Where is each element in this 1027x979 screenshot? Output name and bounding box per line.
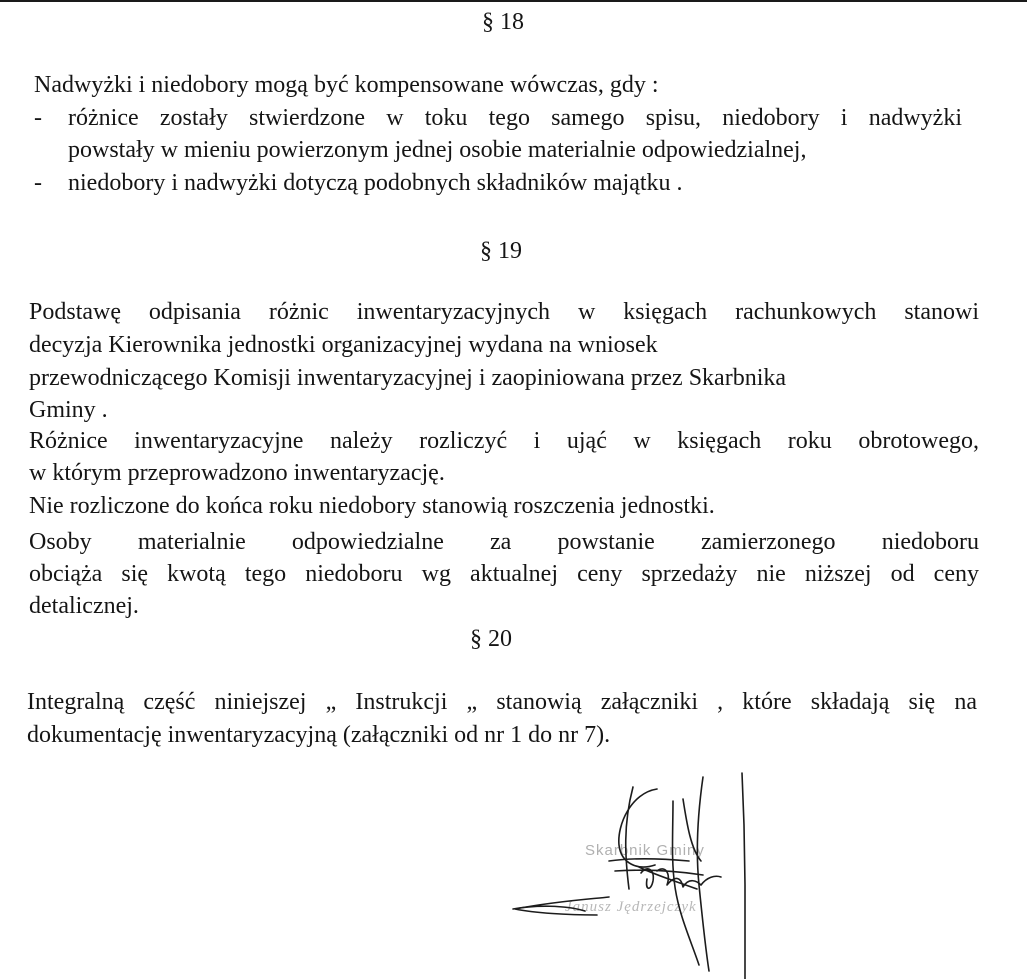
section-20-heading: § 20 [470,626,512,652]
section-18-item-2: niedobory i nadwyżki dotyczą podobnych składników majątku . [68,170,683,196]
section-19-line-7: Nie rozliczone do końca roku niedobory stanowią roszczenia jednostki. [29,493,715,519]
section-18-intro: Nadwyżki i niedobory mogą być kompensowane wówczas, gdy : [34,72,659,98]
bullet-dash: - [34,170,42,196]
top-edge-rule [0,0,1027,2]
handwritten-signature [513,773,745,979]
section-19-line-8: Osoby materialnie odpowiedzialne za powstanie zamierzonego niedoboru [29,529,979,555]
section-19-line-4: Gminy . [29,397,108,423]
section-20-line-1: Integralną część niniejszej „ Instrukcji „ stanowią załączniki , które składają się na [27,689,977,715]
section-19-line-6: w którym przeprowadzono inwentaryzację. [29,460,445,486]
stamp-text-line-1: Skarbnik Gminy [585,842,705,859]
section-19-line-2: decyzja Kierownika jednostki organizacyjnej wydana na wniosek [29,332,658,358]
signature-image [505,765,785,979]
bullet-dash: - [34,105,42,131]
section-18-heading: § 18 [482,9,524,35]
section-19-heading: § 19 [480,238,522,264]
section-19-line-10: detalicznej. [29,593,139,619]
section-19-line-3: przewodniczącego Komisji inwentaryzacyjnej i zaopiniowana przez Skarbnika [29,365,787,391]
section-20-line-2: dokumentację inwentaryzacyjną (załączniki od nr 1 do nr 7). [27,722,611,748]
section-18-item-1-line-2: powstały w mieniu powierzonym jednej osobie materialnie odpowiedzialnej, [68,137,807,163]
section-19-line-5: Różnice inwentaryzacyjne należy rozliczyć i ująć w księgach roku obrotowego, [29,428,979,454]
section-19-line-9: obciąża się kwotą tego niedoboru wg aktualnej ceny sprzedaży nie niższej od ceny [29,561,979,587]
stamp-text-line-2: Janusz Jędrzejczyk [565,899,697,915]
section-18-item-1-line-1: różnice zostały stwierdzone w toku tego samego spisu, niedobory i nadwyżki [68,105,962,131]
section-19-line-1: Podstawę odpisania różnic inwentaryzacyjnych w księgach rachunkowych stanowi [29,299,979,325]
